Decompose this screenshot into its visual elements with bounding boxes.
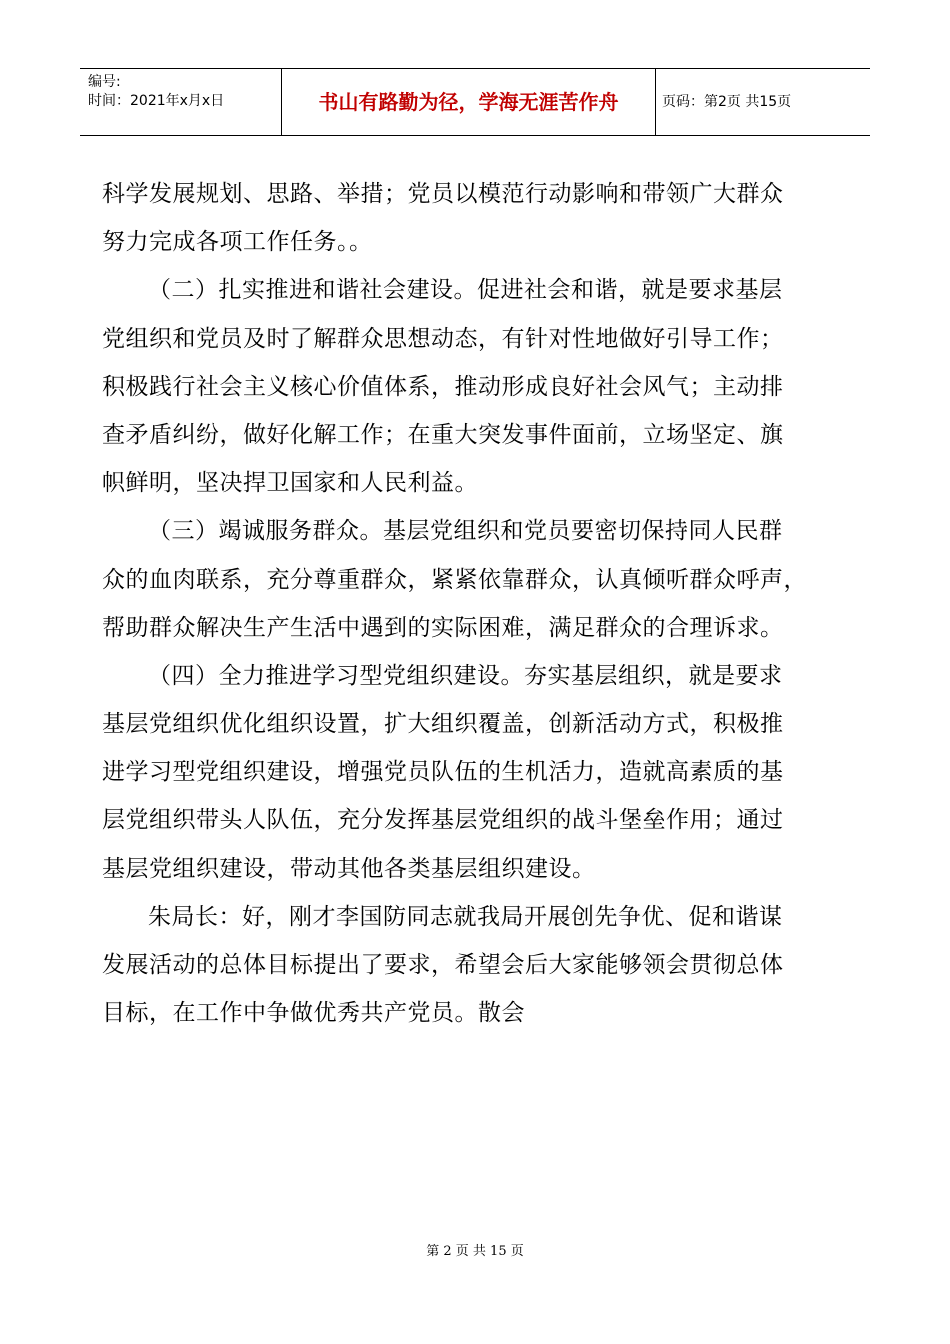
- body-line: 基层党组织优化组织设置，扩大组织覆盖，创新活动方式，积极推: [102, 711, 784, 738]
- body-line: 层党组织带头人队伍，充分发挥基层党组织的战斗堡垒作用；通过: [102, 807, 784, 834]
- body-line: 帮助群众解决生产生活中遇到的实际困难，满足群众的合理诉求。: [102, 614, 784, 641]
- body-line: 查矛盾纠纷，做好化解工作；在重大突发事件面前，立场坚定、旗: [102, 421, 784, 448]
- body-line: （四）全力推进学习型党组织建设。夯实基层组织，就是要求: [148, 662, 783, 689]
- body-line: 基层党组织建设，带动其他各类基层组织建设。: [102, 855, 596, 882]
- body-line: 发展活动的总体目标提出了要求，希望会后大家能够领会贯彻总体: [102, 952, 784, 978]
- body-line: 党组织和党员及时了解群众思想动态，有针对性地做好引导工作；: [102, 325, 784, 352]
- document-header: [80, 68, 870, 136]
- body-line: （三）竭诚服务群众。基层党组织和党员要密切保持同人民群: [148, 518, 783, 545]
- header-page-code: 页码：第2页 共15页: [662, 94, 792, 110]
- body-line: 众的血肉联系，充分尊重群众，紧紧依靠群众，认真倾听群众呼声，: [102, 566, 807, 593]
- document-number-label: 编号:: [88, 74, 121, 90]
- body-line: 科学发展规划、思路、举措；党员以模范行动影响和带领广大群众: [102, 181, 784, 207]
- header-info-cell: [80, 69, 282, 135]
- header-page-cell: [656, 69, 870, 135]
- body-line: 进学习型党组织建设，增强党员队伍的生机活力，造就高素质的基: [102, 759, 784, 786]
- body-line: 积极践行社会主义核心价值体系，推动形成良好社会风气；主动排: [102, 373, 784, 400]
- body-line: 帜鲜明，坚决捍卫国家和人民利益。: [102, 470, 478, 497]
- header-motto-cell: [282, 69, 656, 135]
- body-line: 朱局长：好，刚才李国防同志就我局开展创先争优、促和谐谋: [148, 903, 783, 930]
- body-line: （二）扎实推进和谐社会建设。促进社会和谐，就是要求基层: [148, 277, 783, 304]
- header-motto: 书山有路勤为径，学海无涯苦作舟: [318, 90, 619, 114]
- document-body: [102, 170, 850, 1037]
- body-line: 目标，在工作中争做优秀共产党员。散会: [102, 1000, 525, 1027]
- document-date-label: 时间：2021年x月x日: [88, 93, 225, 109]
- body-line: 努力完成各项工作任务。。: [102, 229, 373, 256]
- page-footer: 第 2 页 共 15 页: [426, 1244, 524, 1259]
